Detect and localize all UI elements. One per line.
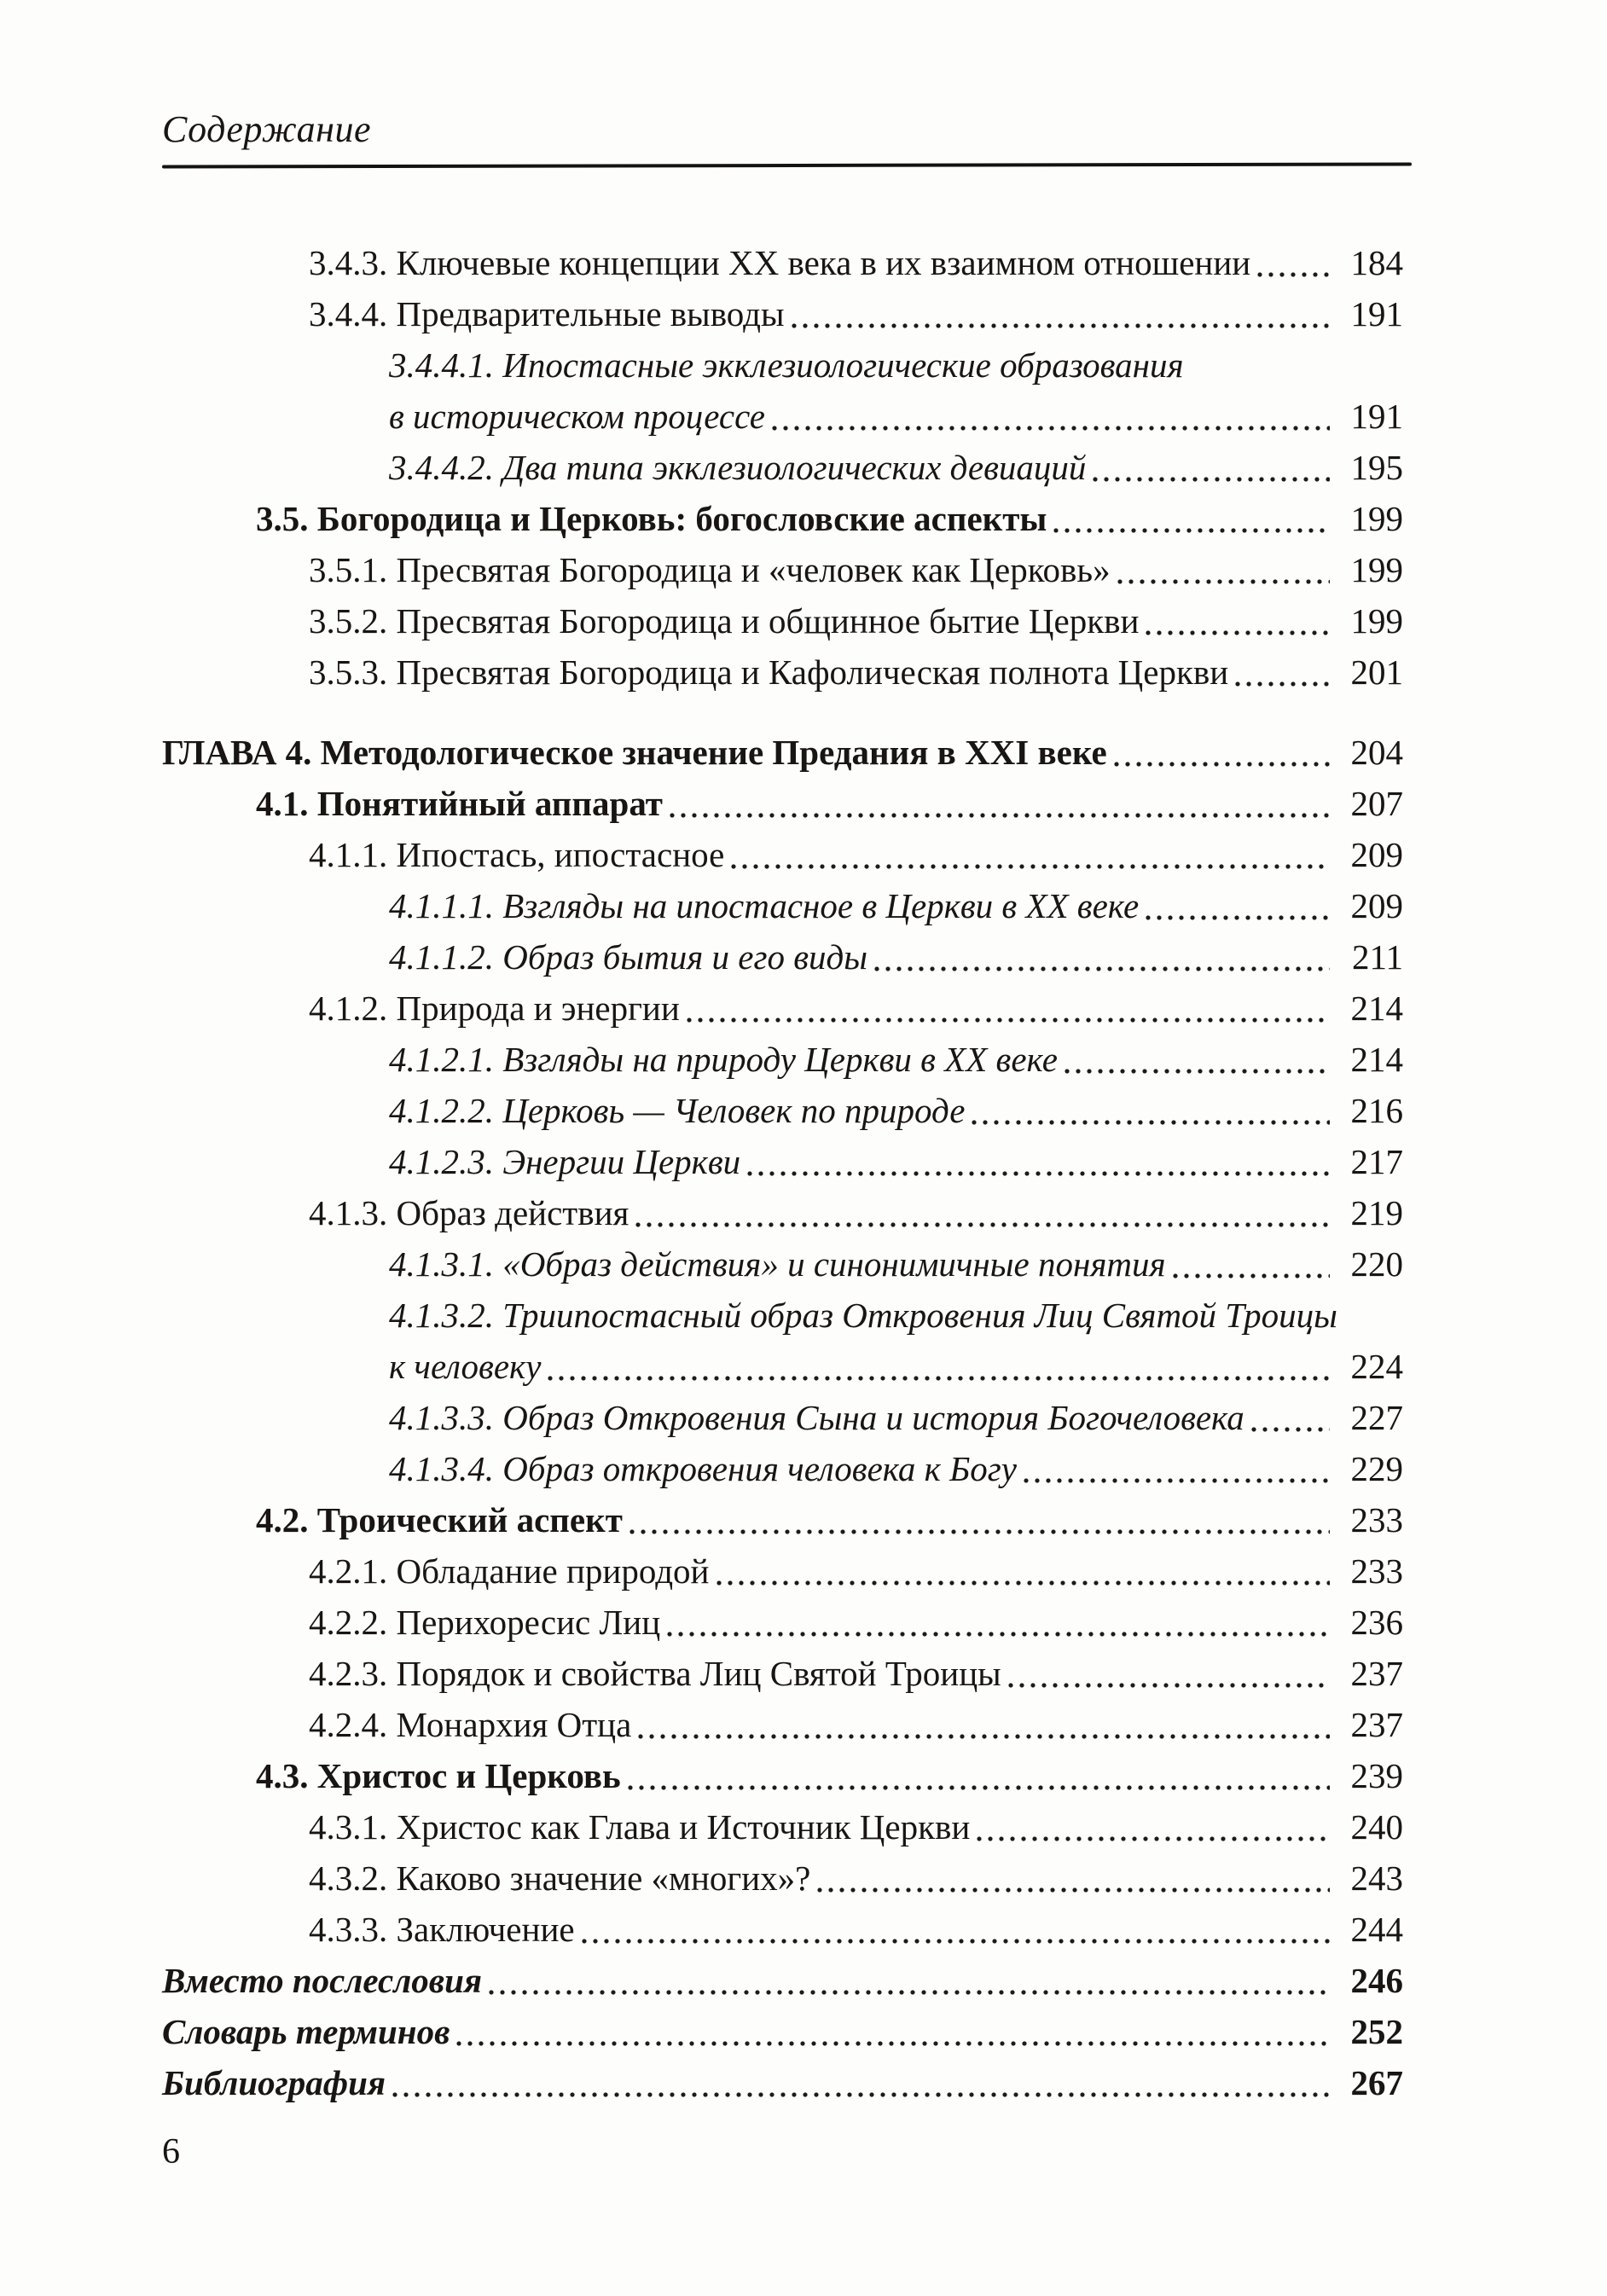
toc-entry-page-number: 199: [1350, 550, 1403, 590]
toc-entry-line: [162, 880, 1403, 931]
toc-entry-page-number: 214: [1350, 1040, 1403, 1080]
toc-entry-text: 4.1.1.2. Образ бытия и его виды: [389, 937, 868, 977]
toc-entry-page-number: 209: [1350, 835, 1403, 875]
toc-entry-line: [162, 544, 1403, 595]
toc-entry-text: в историческом процессе: [389, 397, 765, 437]
footer-page-number: 6: [162, 2132, 180, 2172]
dotted-leader: [1251, 1427, 1330, 1432]
dotted-leader: [548, 1376, 1330, 1381]
dotted-leader: [1117, 579, 1330, 584]
toc-entry-text: 4.2.2. Перихоресис Лиц: [309, 1603, 661, 1643]
toc-entry-text: 4.1.3.3. Образ Откровения Сына и история Богочеловека: [389, 1398, 1244, 1438]
dotted-leader: [638, 1734, 1330, 1739]
toc-entry-page-number: 240: [1350, 1807, 1403, 1847]
dotted-leader: [1024, 1478, 1330, 1483]
toc-entry-line: [162, 727, 1403, 778]
dotted-leader: [628, 1785, 1330, 1790]
toc-entry-text: 4.3. Христос и Церковь: [256, 1756, 621, 1796]
toc-entry-text: 4.1.3.1. «Образ действия» и синонимичные понятия: [389, 1244, 1166, 1284]
toc-entry-text: 4.3.2. Каково значение «многих»?: [309, 1858, 811, 1899]
toc-entry-text: 4.2.4. Монархия Отца: [309, 1705, 632, 1745]
toc-entry-line: [162, 1443, 1403, 1494]
toc-entry-page-number: 236: [1350, 1603, 1403, 1643]
toc-entry-text: 4.3.1. Христос как Глава и Источник Церкви: [309, 1807, 971, 1847]
toc-entry-page-number: 191: [1350, 294, 1403, 334]
toc-entry-line: [162, 2006, 1403, 2057]
toc-entry-line: [162, 829, 1403, 880]
toc-entry-line: [162, 1801, 1403, 1852]
toc-entry-line: [162, 1494, 1403, 1545]
toc-entry-text: 4.2. Троический аспект: [256, 1500, 623, 1540]
dotted-leader: [817, 1887, 1330, 1893]
toc-entry-line: [162, 1187, 1403, 1238]
toc-entry-text: 3.5.1. Пресвятая Богородица и «человек как Церковь»: [309, 550, 1111, 590]
toc-entry-text: 3.5. Богородица и Церковь: богословские аспекты: [256, 499, 1047, 539]
toc-entry-page-number: 211: [1352, 937, 1403, 977]
toc-entry-line: [162, 778, 1403, 829]
toc-entry-page-number: 267: [1350, 2063, 1403, 2103]
dotted-leader: [1065, 1069, 1330, 1074]
toc-entry-line: [162, 1852, 1403, 1904]
toc-entry-text: 4.2.3. Порядок и свойства Лиц Святой Троицы: [309, 1654, 1001, 1694]
toc-entry-text: 4.1.1.1. Взгляды на ипостасное в Церкви в XX веке: [389, 886, 1140, 926]
dotted-leader: [582, 1939, 1330, 1944]
toc-entry-text: 4.1. Понятийный аппарат: [256, 784, 663, 824]
toc-entry-page-number: 207: [1350, 784, 1403, 824]
toc-entry-line: [162, 931, 1403, 983]
toc-entry-text: 3.5.2. Пресвятая Богородица и общинное бытие Церкви: [309, 601, 1140, 641]
toc-entry-line: [162, 646, 1403, 698]
toc-entry-text: 4.1.2. Природа и энергии: [309, 989, 680, 1029]
toc-entry-line: [162, 1545, 1403, 1597]
toc-entry-line: [162, 1290, 1403, 1341]
dotted-leader: [1235, 681, 1330, 687]
toc-entry-text: 4.1.3.2. Триипостасный образ Откровения Лиц Святой Троицы: [389, 1296, 1337, 1336]
dotted-leader: [1146, 915, 1330, 920]
toc-entry-page-number: 219: [1350, 1193, 1403, 1233]
dotted-leader: [731, 864, 1330, 869]
dotted-leader: [977, 1836, 1330, 1841]
toc-entry-text: 3.4.4.1. Ипостасные экклезиологические образования: [389, 345, 1184, 386]
toc-entry-text: 4.1.3.4. Образ откровения человека к Богу: [389, 1449, 1017, 1489]
toc-entry-line: [162, 983, 1403, 1034]
toc-entry-line: [162, 1392, 1403, 1443]
toc-entry-page-number: 243: [1350, 1858, 1403, 1899]
toc-entry-line: [162, 1341, 1403, 1392]
dotted-leader: [792, 323, 1330, 328]
dotted-leader: [667, 1632, 1330, 1637]
toc-entry-line: [162, 1955, 1403, 2006]
dotted-leader: [392, 2092, 1330, 2097]
dotted-leader: [1146, 630, 1330, 635]
header-rule: [162, 163, 1412, 169]
toc-entry-page-number: 191: [1350, 397, 1403, 437]
toc-entry-line: [162, 1750, 1403, 1801]
toc-entry-page-number: 220: [1350, 1244, 1403, 1284]
toc-entry-line: [162, 237, 1403, 288]
toc-entry-page-number: 227: [1350, 1398, 1403, 1438]
toc-entry-page-number: 229: [1350, 1449, 1403, 1489]
toc-entry-page-number: 201: [1350, 652, 1403, 693]
toc-entry-page-number: 239: [1350, 1756, 1403, 1796]
toc-entry-line: [162, 493, 1403, 544]
toc-entry-page-number: 237: [1350, 1705, 1403, 1745]
toc-entry-line: [162, 1238, 1403, 1290]
toc-entry-page-number: 244: [1350, 1910, 1403, 1950]
toc-entry-page-number: 252: [1350, 2012, 1403, 2052]
toc-entry-page-number: 199: [1350, 601, 1403, 641]
toc-entry-page-number: 224: [1350, 1347, 1403, 1387]
toc-entry-page-number: 233: [1350, 1500, 1403, 1540]
toc-entry-line: [162, 1085, 1403, 1136]
toc-entry-page-number: 246: [1350, 1961, 1403, 2001]
toc-entry-text: 4.1.2.2. Церковь — Человек по природе: [389, 1091, 966, 1131]
dotted-leader: [456, 2041, 1330, 2046]
toc-entry-page-number: 209: [1350, 886, 1403, 926]
toc-entry-line: [162, 1699, 1403, 1750]
toc-entry-line: [162, 442, 1403, 493]
toc-entry-line: [162, 595, 1403, 646]
toc-entry-text: к человеку: [389, 1347, 542, 1387]
dotted-leader: [1093, 477, 1330, 482]
toc-entry-line: [162, 1034, 1403, 1085]
toc-entry-text: 4.2.1. Обладание природой: [309, 1551, 710, 1592]
toc-entry-page-number: 214: [1350, 989, 1403, 1029]
toc-entry-page-number: 233: [1350, 1551, 1403, 1592]
toc-entry-line: [162, 391, 1403, 442]
dotted-leader: [489, 1990, 1330, 1995]
toc-entry-line: [162, 288, 1403, 339]
page-title: Содержание: [162, 108, 372, 150]
dotted-leader: [670, 813, 1330, 818]
dotted-leader: [1053, 528, 1330, 533]
toc-entry-page-number: 204: [1350, 733, 1403, 773]
dotted-leader: [874, 966, 1330, 971]
toc-entry-line: [162, 339, 1403, 391]
dotted-leader: [687, 1018, 1330, 1023]
dotted-leader: [972, 1120, 1330, 1125]
toc-entry-page-number: 195: [1350, 448, 1403, 488]
dotted-leader: [1114, 762, 1330, 767]
dotted-leader: [747, 1171, 1330, 1176]
toc-entry-line: [162, 2057, 1403, 2108]
toc-entry-page-number: 237: [1350, 1654, 1403, 1694]
toc-entry-line: [162, 1597, 1403, 1648]
toc-entry-text: Словарь терминов: [162, 2012, 450, 2052]
toc-entry-line: [162, 1136, 1403, 1187]
toc-entry-text: 3.5.3. Пресвятая Богородица и Кафолическая полнота Церкви: [309, 652, 1229, 693]
dotted-leader: [716, 1580, 1331, 1586]
toc-entry-text: Вместо послесловия: [162, 1961, 483, 2001]
toc-entry-page-number: 217: [1350, 1142, 1403, 1182]
toc-entry-text: 4.1.1. Ипостась, ипостасное: [309, 835, 725, 875]
toc-entry-text: 3.4.4. Предварительные выводы: [309, 294, 785, 334]
dotted-leader: [635, 1222, 1330, 1227]
toc-entry-text: 3.4.3. Ключевые концепции XX века в их взаимном отношении: [309, 243, 1251, 283]
toc-entry-text: 4.1.3. Образ действия: [309, 1193, 629, 1233]
toc-entry-text: ГЛАВА 4. Методологическое значение Предания в XXI веке: [162, 733, 1107, 773]
toc-entry-text: Библиография: [162, 2063, 386, 2103]
dotted-leader: [1173, 1273, 1330, 1278]
toc-entry-page-number: 216: [1350, 1091, 1403, 1131]
dotted-leader: [1008, 1683, 1330, 1688]
toc-entry-text: 4.1.2.3. Энергии Церкви: [389, 1142, 741, 1182]
toc-entry-line: [162, 1904, 1403, 1955]
dotted-leader: [1257, 272, 1330, 277]
toc-entry-page-number: 184: [1350, 243, 1403, 283]
toc-entry-page-number: 199: [1350, 499, 1403, 539]
toc-entry-text: 4.3.3. Заключение: [309, 1910, 575, 1950]
dotted-leader: [629, 1529, 1330, 1534]
toc-entry-text: 3.4.4.2. Два типа экклезиологических девиаций: [389, 448, 1087, 488]
toc-list: [162, 237, 1403, 2108]
toc-entry-line: [162, 1648, 1403, 1699]
toc-entry-text: 4.1.2.1. Взгляды на природу Церкви в XX веке: [389, 1040, 1058, 1080]
dotted-leader: [772, 426, 1330, 431]
